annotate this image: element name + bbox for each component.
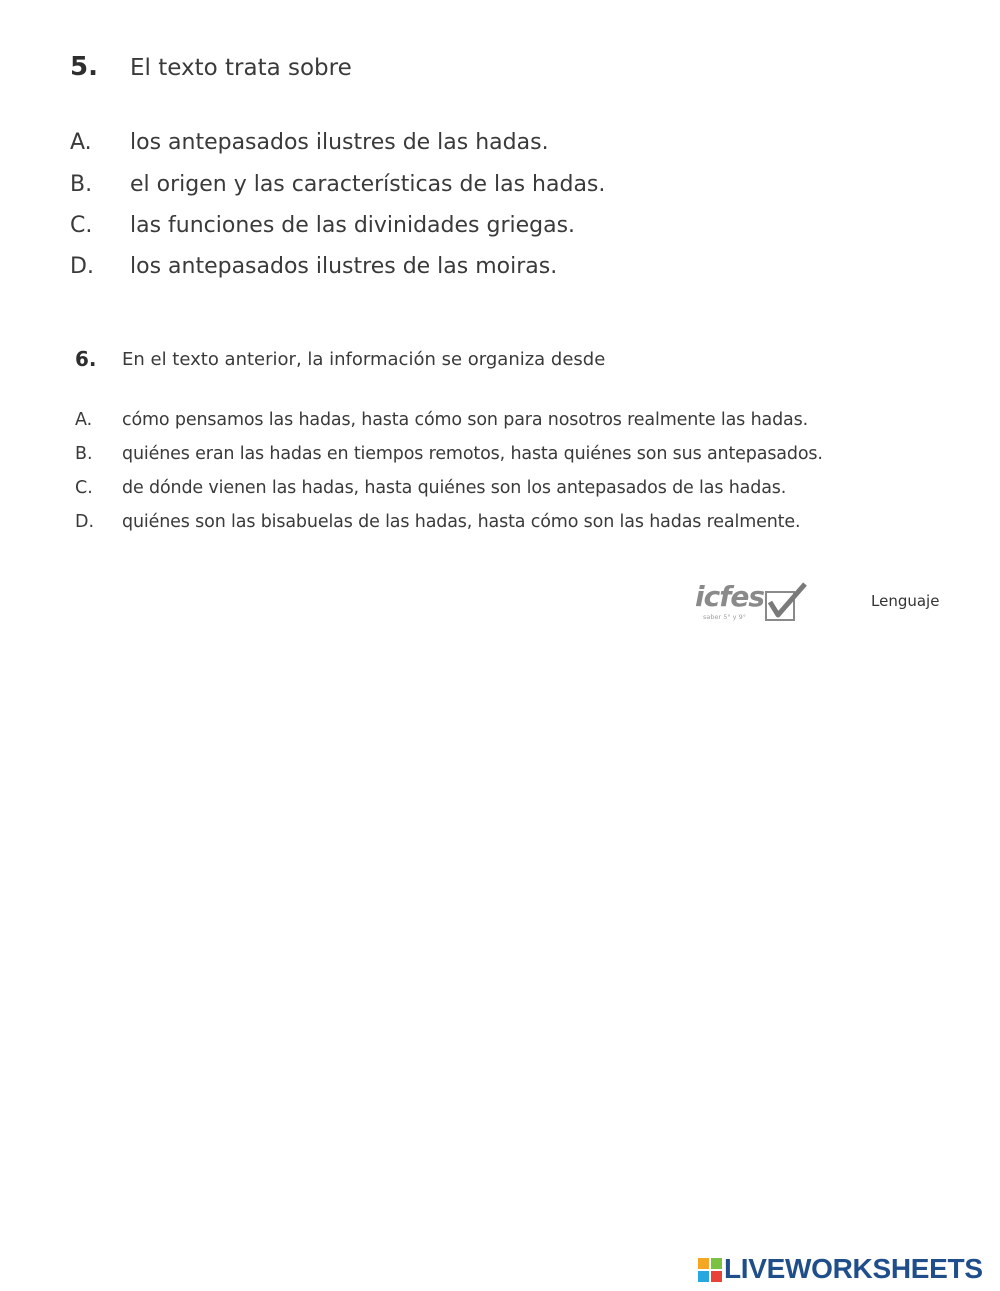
option-letter: A. (75, 410, 93, 430)
subject-label: Lenguaje (871, 592, 940, 610)
liveworksheets-logo-icon (698, 1258, 722, 1282)
checkmark-icon (765, 582, 809, 622)
option-text: los antepasados ilustres de las hadas. (130, 130, 549, 155)
question-number: 6. (75, 347, 97, 371)
option-letter: D. (75, 512, 95, 532)
option-text: el origen y las características de las hadas. (130, 172, 606, 197)
liveworksheets-wordmark: LIVEWORKSHEETS (724, 1253, 983, 1284)
option-text: cómo pensamos las hadas, hasta cómo son para nosotros realmente las hadas. (122, 410, 808, 430)
option-text: los antepasados ilustres de las moiras. (130, 254, 558, 279)
option-letter: A. (70, 130, 92, 155)
option-letter: B. (75, 444, 93, 464)
question-number: 5. (70, 52, 98, 82)
icfes-logo-word: icfes (695, 580, 765, 613)
option-text: de dónde vienen las hadas, hasta quiénes son los antepasados de las hadas. (122, 478, 787, 498)
option-letter: B. (70, 172, 93, 197)
option-letter: C. (75, 478, 93, 498)
option-text: las funciones de las divinidades griegas. (130, 213, 576, 238)
icfes-logo-subtitle: saber 5° y 9° (703, 613, 746, 621)
option-text: quiénes eran las hadas en tiempos remotos, hasta quiénes son sus antepasados. (122, 444, 823, 464)
question-stem: El texto trata sobre (130, 55, 352, 81)
question-stem: En el texto anterior, la información se organiza desde (122, 349, 606, 370)
option-letter: C. (70, 213, 93, 238)
option-text: quiénes son las bisabuelas de las hadas, hasta cómo son las hadas realmente. (122, 512, 801, 532)
option-letter: D. (70, 254, 94, 279)
icfes-logo (693, 580, 813, 624)
